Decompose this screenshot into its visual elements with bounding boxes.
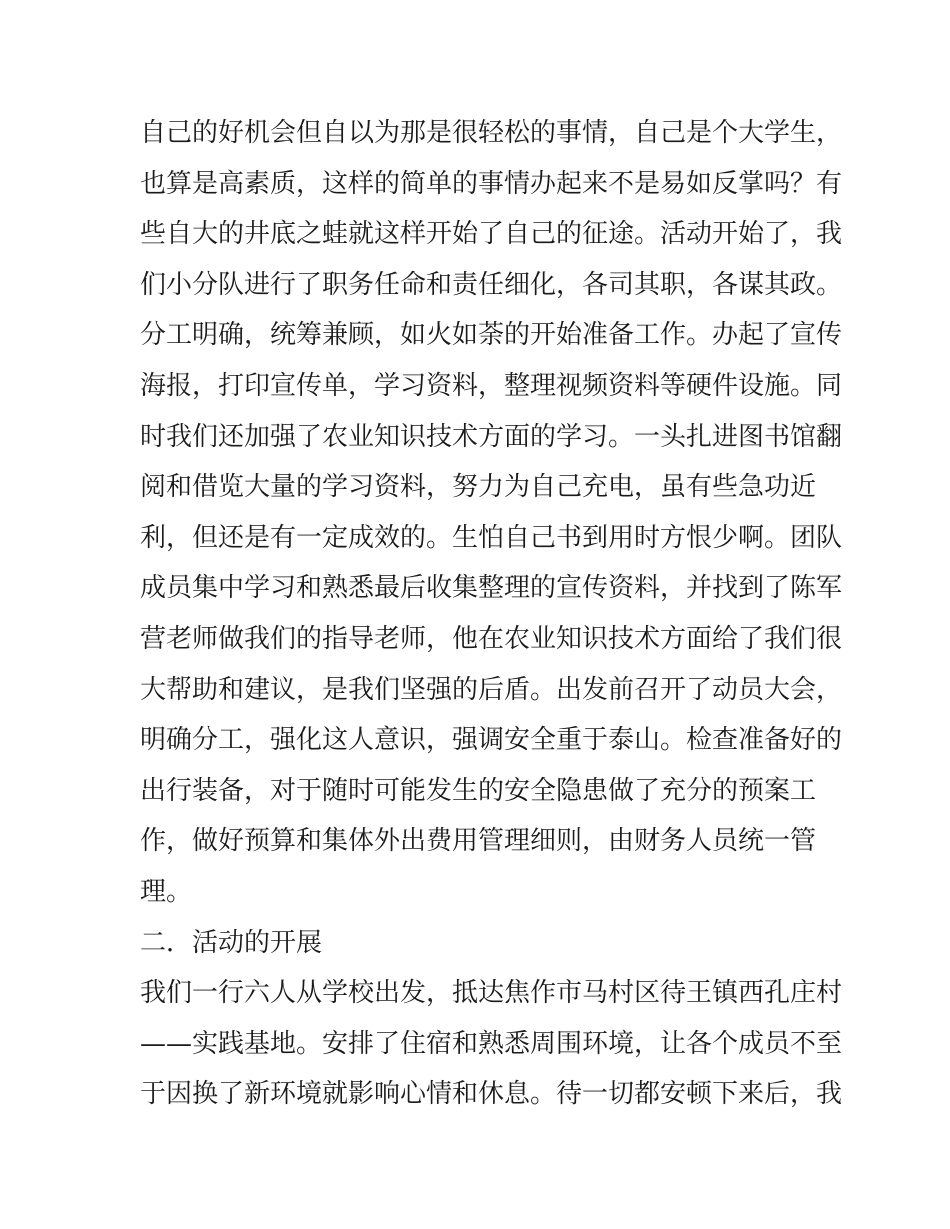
text-line: 海报，打印宣传单，学习资料，整理视频资料等硬件设施。同 <box>140 370 843 401</box>
text-line: 分工明确，统筹兼顾，如火如荼的开始准备工作。办起了宣传 <box>140 320 843 351</box>
text-line: 成员集中学习和熟悉最后收集整理的宣传资料，并找到了陈军 <box>140 573 843 604</box>
text-line: ——实践基地。安排了住宿和熟悉周围环境，让各个成员不至 <box>140 1028 843 1059</box>
text-line: 理。 <box>140 876 193 907</box>
text-line: 些自大的井底之蛙就这样开始了自己的征途。活动开始了，我 <box>140 219 843 250</box>
text-line: 于因换了新环境就影响心情和休息。待一切都安顿下来后，我 <box>140 1079 843 1110</box>
text-line: 也算是高素质，这样的简单的事情办起来不是易如反掌吗？有 <box>140 168 843 199</box>
text-line: 阅和借览大量的学习资料，努力为自己充电，虽有些急功近 <box>140 472 817 503</box>
text-line: 们小分队进行了职务任命和责任细化，各司其职，各谋其政。 <box>140 269 843 300</box>
body-text <box>140 108 843 1120</box>
text-line: 我们一行六人从学校出发，抵达焦作市马村区待王镇西孔庄村 <box>140 978 843 1009</box>
section-heading: 二．活动的开展 <box>140 927 323 958</box>
text-line: 出行装备，对于随时可能发生的安全隐患做了充分的预案工 <box>140 775 817 806</box>
text-line: 作，做好预算和集体外出费用管理细则，由财务人员统一管 <box>140 826 817 857</box>
text-line: 营老师做我们的指导老师，他在农业知识技术方面给了我们很 <box>140 623 843 654</box>
text-line: 时我们还加强了农业知识技术方面的学习。一头扎进图书馆翻 <box>140 421 843 452</box>
text-line: 明确分工，强化这人意识，强调安全重于泰山。检查准备好的 <box>140 725 843 756</box>
text-line: 大帮助和建议，是我们坚强的后盾。出发前召开了动员大会， <box>140 674 843 705</box>
text-line: 利，但还是有一定成效的。生怕自己书到用时方恨少啊。团队 <box>140 522 843 553</box>
text-line: 自己的好机会但自以为那是很轻松的事情，自己是个大学生， <box>140 118 843 148</box>
